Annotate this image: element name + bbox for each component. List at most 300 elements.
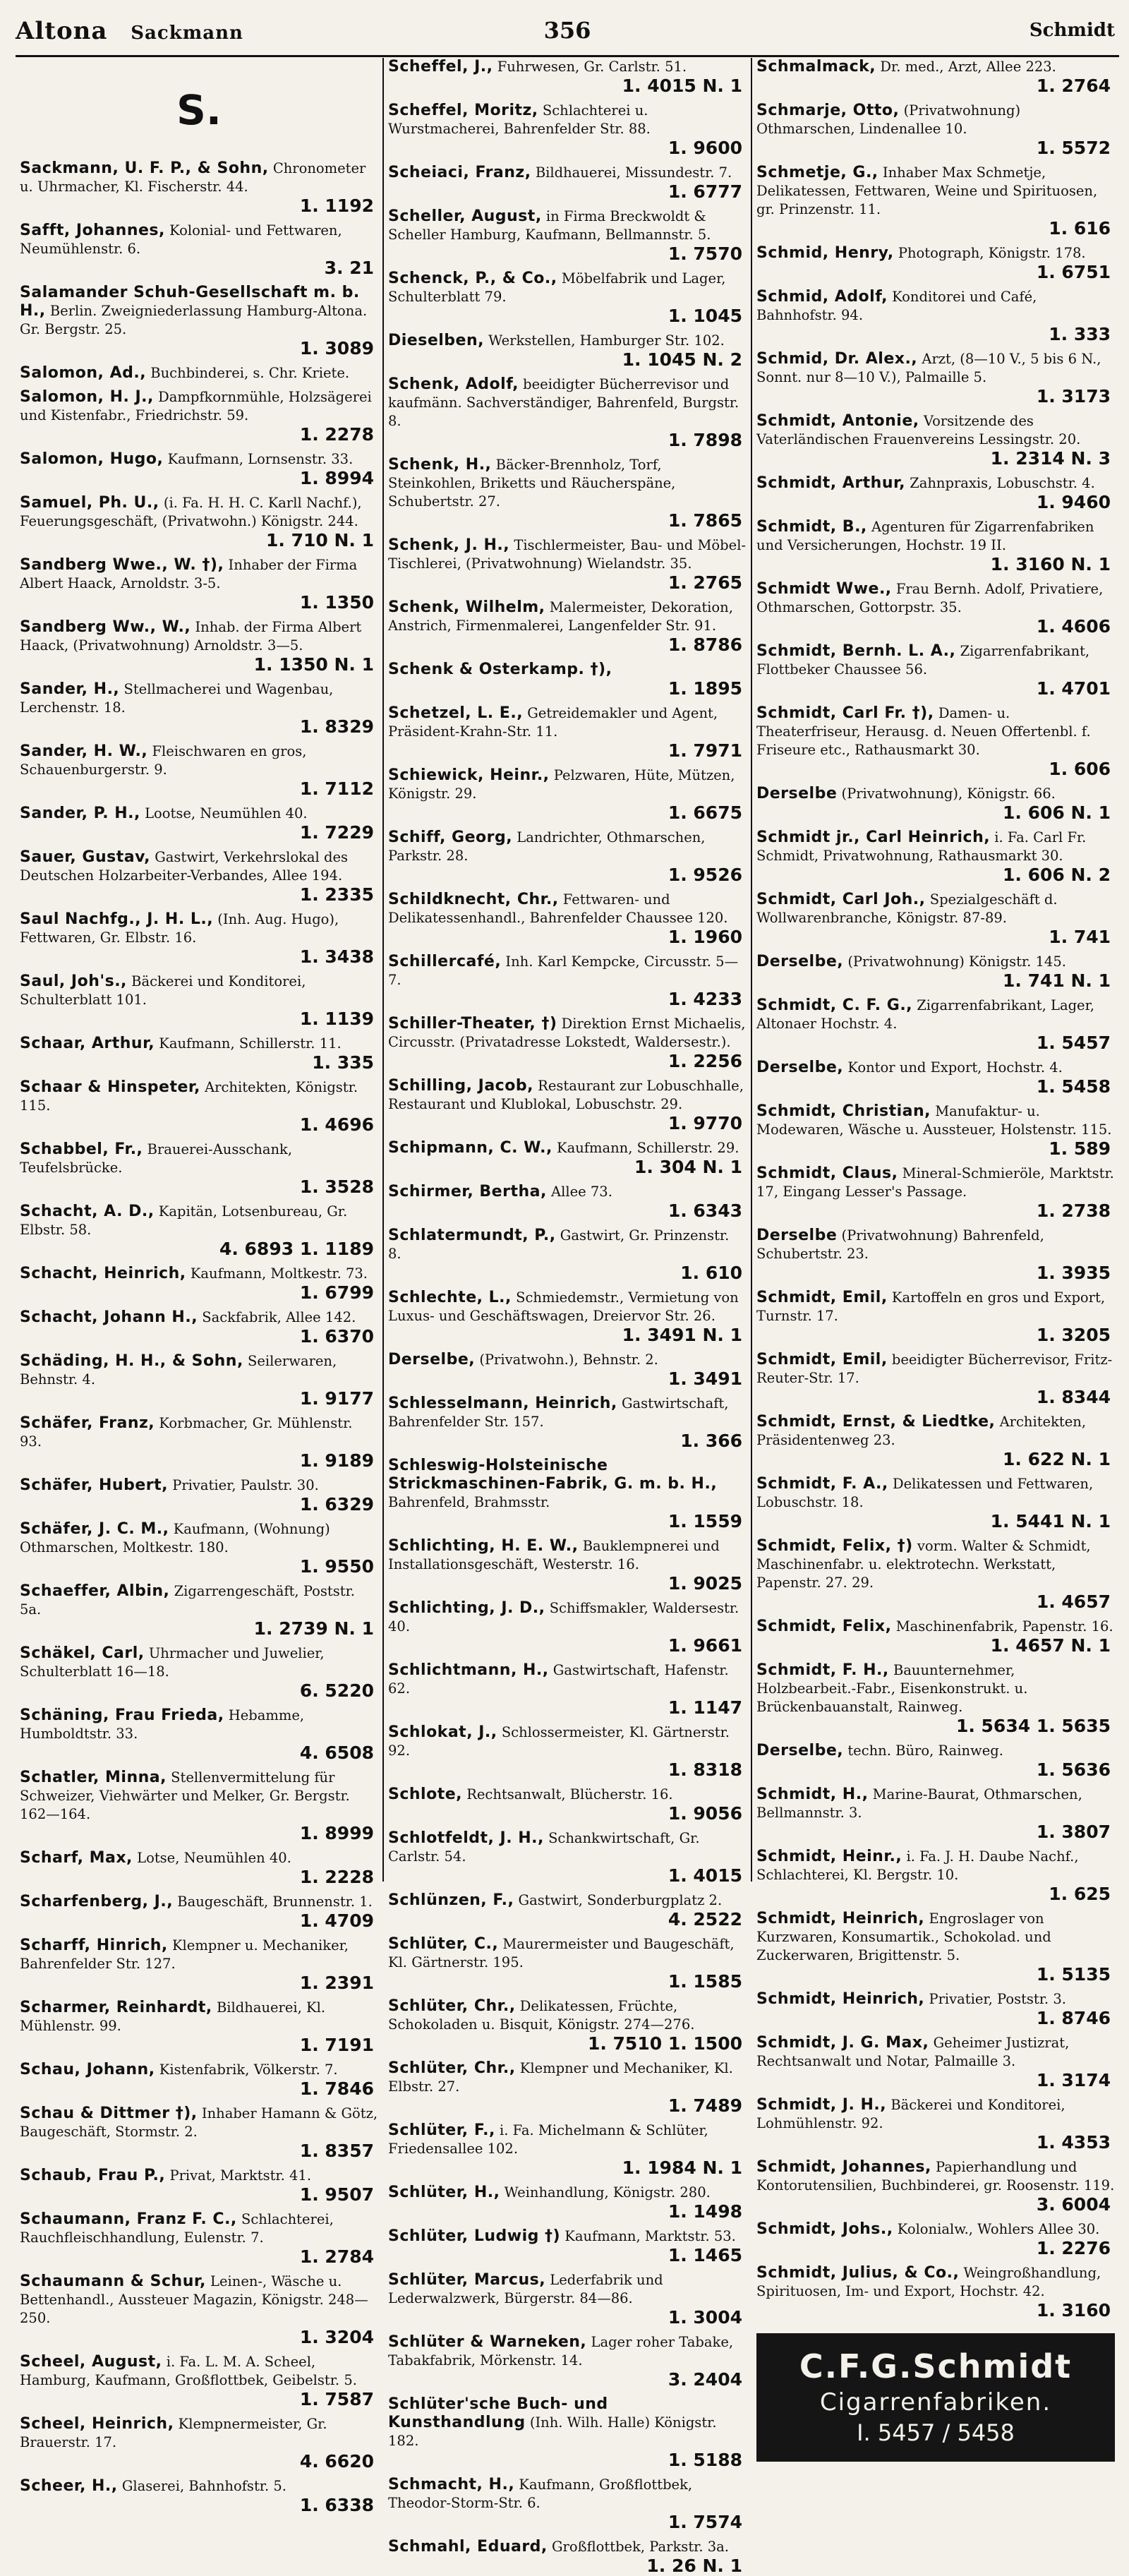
entry-phone: 1. 4606	[1036, 616, 1111, 637]
directory-entry	[20, 1140, 378, 1197]
directory-entry	[20, 450, 378, 488]
entry-name: Schenck, P., & Co.,	[388, 270, 557, 287]
directory-entry	[20, 680, 378, 737]
entry-details: techn. Büro, Rainweg.	[847, 1743, 1003, 1759]
entry-details: Weinhandlung, Königstr. 280.	[504, 2184, 711, 2201]
entry-name: Schillercafé,	[388, 953, 502, 970]
entry-name: Schaumann & Schur,	[20, 2273, 206, 2290]
entry-details: Papierhandlung und Kontorutensilien, Buchbinderei, gr. Roosenstr. 119.	[756, 2159, 1115, 2193]
entry-phone: 1. 7898	[668, 430, 742, 450]
entry-details: Bildhauerei, Missundestr. 7.	[535, 164, 732, 181]
entry-name: Schmarje, Otto,	[756, 102, 900, 119]
entry-details: Kolonial- und Fettwaren, Neumühlenstr. 6.	[20, 222, 342, 257]
entry-phone: 1. 3204	[299, 2327, 374, 2347]
entry-details: Klempner und Mechaniker, Kl. Elbstr. 27.	[388, 2060, 733, 2095]
entry-phone: 1. 8994	[299, 468, 374, 488]
entry-details: Bäcker-Brennholz, Torf, Steinkohlen, Briketts und Räucherspäne, Schubertstr. 27.	[388, 457, 676, 510]
entry-details: Lotse, Neumühlen 40.	[137, 1850, 291, 1866]
entry-phone: 1. 5188	[668, 2450, 742, 2470]
directory-entry	[20, 973, 378, 1029]
directory-entry	[20, 1308, 378, 1347]
entry-name: Saul Nachfg., J. H. L.,	[20, 910, 214, 928]
entry-phone: 1. 3160 N. 1	[990, 554, 1111, 574]
directory-entry	[756, 1786, 1115, 1842]
entry-name: Schau, Johann,	[20, 2061, 155, 2078]
entry-details: Schmiedemstr., Vermietung von Luxus- und Geschäftswagen, Dreiervor Str. 26.	[388, 1289, 739, 1324]
entry-name: Dieselben,	[388, 332, 484, 349]
entry-details: Leinen-, Wäsche u. Bettenhandl., Aussteuer Magazin, Königstr. 248—250.	[20, 2273, 368, 2326]
entry-phone: 1. 1984 N. 1	[622, 2157, 742, 2178]
directory-entry	[388, 2395, 747, 2470]
entry-name: Schau & Dittmer †),	[20, 2105, 198, 2122]
entry-details: Lootse, Neumühlen 40.	[145, 805, 308, 821]
entry-phone: 1. 7229	[299, 822, 374, 843]
entry-details: Klempnermeister, Gr. Brauerstr. 17.	[20, 2416, 327, 2450]
entry-phone: 1. 3935	[1036, 1263, 1111, 1283]
entry-phone: 4. 6893 1. 1189	[219, 1239, 374, 1259]
directory-entry	[388, 536, 747, 593]
directory-entry	[20, 805, 378, 843]
column-3	[751, 58, 1119, 2446]
directory-entry	[388, 102, 747, 158]
entry-phone: 1. 9770	[668, 1113, 742, 1133]
entry-phone: 1. 710 N. 1	[265, 530, 374, 550]
entry-name: Schmid, Dr. Alex.,	[756, 350, 918, 368]
entry-phone: 1. 1147	[668, 1697, 742, 1718]
directory-entry	[20, 910, 378, 967]
entry-details: Dr. med., Arzt, Allee 223.	[880, 59, 1056, 75]
entry-details: Inhaber der Firma Albert Haack, Arnoldstr. 3-5.	[20, 557, 358, 591]
entry-details: Restaurant zur Lobuschhalle, Restaurant und Klublokal, Lobuschstr. 29.	[388, 1078, 744, 1112]
directory-entry	[388, 1139, 747, 1177]
entry-details: Schlachterei u. Wurstmacherei, Bahrenfelder Str. 88.	[388, 102, 651, 137]
entry-details: Inh. Karl Kempcke, Circusstr. 5—7.	[388, 953, 739, 988]
entry-phone: 1. 7489	[668, 2095, 742, 2116]
entry-details: Schlossermeister, Kl. Gärtnerstr. 92.	[388, 1724, 730, 1759]
entry-name: Schipmann, C. W.,	[388, 1139, 553, 1157]
entry-name: Schlüter, Marcus,	[388, 2271, 546, 2289]
entry-phone: 1. 1350	[299, 592, 374, 613]
entry-phone: 1. 2314 N. 3	[990, 448, 1111, 469]
entry-name: Schlüter, F.,	[388, 2121, 495, 2139]
entry-name: Scheer, H.,	[20, 2477, 118, 2495]
entry-name: Schmidt, Johs.,	[756, 2220, 893, 2238]
entry-phone: 1. 2764	[1036, 76, 1111, 96]
directory-entry	[388, 456, 747, 531]
entry-phone: 1. 6777	[668, 181, 742, 202]
directory-entry	[756, 58, 1115, 96]
entry-phone: 1. 3807	[1036, 1822, 1111, 1842]
entry-details: (Inh. Wilh. Halle) Königstr. 182.	[388, 2414, 717, 2449]
entry-name: Schiff, Georg,	[388, 829, 513, 846]
ad-subtitle: Cigarrenfabriken.	[819, 2388, 1052, 2416]
entry-details: Zigarrenfabrikant, Lager, Altonaer Hochstr. 4.	[756, 997, 1094, 1032]
directory-entry	[388, 1661, 747, 1718]
ad-title: C.F.G.Schmidt	[799, 2347, 1073, 2385]
entry-name: Schacht, Heinrich,	[20, 1265, 186, 1282]
header-city: Altona	[16, 17, 108, 45]
directory-entry	[756, 2220, 1115, 2258]
entry-phone: 1. 616	[1049, 218, 1111, 239]
entry-name: Schmidt, Felix,	[756, 1618, 892, 1635]
entry-details: Kaufmann, Schillerstr. 11.	[159, 1035, 342, 1052]
entry-details: Architekten, Präsidentenweg 23.	[756, 1414, 1087, 1448]
entry-details: Vorsitzende des Vaterländischen Frauenvereins Lessingstr. 20.	[756, 413, 1081, 447]
entry-name: Sander, P. H.,	[20, 805, 140, 822]
entry-phone: 1. 7865	[668, 510, 742, 531]
directory-entry	[756, 1661, 1115, 1736]
entry-name: Derselbe,	[756, 1742, 844, 1759]
entry-details: Baugeschäft, Brunnenstr. 1.	[177, 1894, 373, 1910]
directory-entry	[388, 164, 747, 202]
entry-details: Kaufmann, Großflottbek, Theodor-Storm-Str. 6.	[388, 2476, 693, 2511]
directory-entry	[388, 1077, 747, 1133]
entry-phone: 1. 3089	[299, 338, 374, 359]
directory-entry	[20, 556, 378, 613]
entry-name: Schmidt, Felix, †)	[756, 1537, 913, 1555]
entry-name: Schmidt, Christian,	[756, 1102, 931, 1120]
entry-name: Schleswig-Holsteinische Strickmaschinen-Fabrik, G. m. b. H.,	[388, 1457, 718, 1493]
entry-name: Schmidt, F. H.,	[756, 1661, 889, 1679]
entry-details: Maurermeister und Baugeschäft, Kl. Gärtnerstr. 195.	[388, 1936, 735, 1970]
directory-entry	[388, 1829, 747, 1886]
entry-name: Schlüter'sche Buch- und Kunsthandlung	[388, 2395, 608, 2431]
entry-details: Kaufmann, Moltkestr. 73.	[190, 1265, 368, 1282]
entry-details: Schlachterei, Rauchfleischhandlung, Eulenstr. 7.	[20, 2211, 334, 2246]
directory-entry	[388, 2538, 747, 2576]
entry-phone: 1. 4701	[1036, 678, 1111, 699]
entry-phone: 1. 610	[680, 1263, 742, 1283]
entry-name: Schacht, A. D.,	[20, 1203, 155, 1220]
directory-entry	[20, 1352, 378, 1409]
directory-entry	[20, 1937, 378, 1993]
directory-entry	[756, 102, 1115, 158]
entry-details: Delikatessen und Fettwaren, Lobuschstr. 18.	[756, 1476, 1094, 1510]
directory-entry	[20, 1582, 378, 1639]
directory-entry	[388, 1723, 747, 1780]
entry-phone: 1. 6370	[299, 1326, 374, 1347]
entry-details: Frau Bernh. Adolf, Privatiere, Othmarschen, Gottorpstr. 35.	[756, 581, 1104, 615]
directory-entry	[20, 494, 378, 550]
entry-details: Direktion Ernst Michaelis, Circusstr. (Privatadresse Lokstedt, Waldersestr.).	[388, 1016, 746, 1050]
entry-phone: 1. 9600	[668, 138, 742, 158]
directory-entry	[756, 2264, 1115, 2321]
entry-phone: 1. 8318	[668, 1759, 742, 1780]
directory-entry	[20, 1707, 378, 1763]
directory-entry	[388, 1289, 747, 1345]
directory-entry	[388, 2271, 747, 2328]
entry-phone: 3. 2404	[668, 2369, 742, 2390]
directory-entry	[20, 2105, 378, 2161]
entry-details: Architekten, Königstr. 115.	[20, 1079, 358, 1114]
entry-details: Kapitän, Lotsenbureau, Gr. Elbstr. 58.	[20, 1203, 348, 1238]
entry-phone: 1. 4233	[668, 989, 742, 1009]
column-1	[16, 58, 382, 2515]
directory-entry	[756, 1475, 1115, 1531]
entry-phone: 1. 6338	[299, 2495, 374, 2515]
entry-name: Schmidt, Antonie,	[756, 412, 919, 430]
entry-name: Schlüter, H.,	[388, 2184, 500, 2201]
entry-phone: 1. 2228	[299, 1867, 374, 1887]
entry-name: Schiller-Theater, †)	[388, 1015, 557, 1033]
entry-details: Dampfkornmühle, Holzsägerei und Kistenfabr., Friedrichstr. 59.	[20, 389, 372, 423]
entry-phone: 1. 4657	[1036, 1591, 1111, 1612]
entry-phone: 1. 8999	[299, 1823, 374, 1843]
directory-entry	[756, 350, 1115, 407]
entry-details: Inhab. der Firma Albert Haack, (Privatwohnung) Arnoldstr. 3—5.	[20, 619, 362, 654]
entry-details: Bäckerei und Konditorei, Schulterblatt 101.	[20, 973, 306, 1008]
entry-phone: 1. 7112	[299, 778, 374, 799]
directory-entry	[756, 580, 1115, 637]
entry-name: Scheel, August,	[20, 2353, 162, 2371]
directory-entry	[388, 1537, 747, 1594]
entry-details: Getreidemakler und Agent, Präsident-Krahn-Str. 11.	[388, 705, 718, 740]
entry-details: i. Fa. Carl Fr. Schmidt, Privatwohnung, Rathausmarkt 30.	[756, 829, 1087, 864]
entry-phone: 1. 2335	[299, 884, 374, 905]
entry-name: Schmidt, J. G. Max,	[756, 2034, 929, 2052]
entry-name: Schirmer, Bertha,	[388, 1183, 547, 1200]
entry-name: Saul, Joh's.,	[20, 973, 127, 990]
directory-entry	[20, 1078, 378, 1135]
entry-details: Delikatessen, Früchte, Schokoladen u. Bisquit, Königstr. 274—276.	[388, 1998, 695, 2033]
directory-entry	[756, 1910, 1115, 1985]
entry-name: Schäding, H. H., & Sohn,	[20, 1352, 243, 1370]
entry-phone: 1. 625	[1049, 1884, 1111, 1904]
entry-phone: 1. 4709	[299, 1910, 374, 1931]
directory-entry	[20, 388, 378, 445]
entry-phone: 1. 622 N. 1	[1002, 1449, 1111, 1469]
entry-details: (Privatwohnung) Bahrenfeld, Schubertstr. 23.	[756, 1227, 1044, 1262]
entry-name: Derselbe,	[756, 953, 844, 970]
entry-details: Inhaber Hamann & Götz, Baugeschäft, Stormstr. 2.	[20, 2105, 378, 2140]
directory-entry	[756, 1990, 1115, 2028]
directory-entry	[388, 58, 747, 96]
entry-phone: 1. 9460	[1036, 492, 1111, 512]
entry-details: Fettwaren- und Delikatessenhandl., Bahrenfelder Chaussee 120.	[388, 891, 728, 926]
entry-phone: 1. 9550	[299, 1556, 374, 1577]
entry-phone: 1. 5572	[1036, 138, 1111, 158]
directory-entry	[756, 1848, 1115, 1904]
entry-name: Schlüter, C.,	[388, 1935, 499, 1953]
entry-name: Scharf, Max,	[20, 1849, 133, 1867]
entry-phone: 1. 606 N. 2	[1002, 865, 1111, 885]
entry-phone: 1. 3491 N. 1	[622, 1325, 742, 1345]
entry-name: Schmidt, Heinrich,	[756, 1990, 925, 2008]
directory-entry	[756, 704, 1115, 779]
directory-entry	[756, 1102, 1115, 1159]
entry-phone: 1. 5458	[1036, 1076, 1111, 1097]
entry-phone: 1. 1465	[668, 2245, 742, 2265]
entry-name: Schaar & Hinspeter,	[20, 1078, 200, 1096]
directory-entry	[20, 848, 378, 905]
entry-phone: 1. 3528	[299, 1176, 374, 1197]
entry-name: Schmalmack,	[756, 58, 876, 76]
entry-details: Berlin. Zweigniederlassung Hamburg-Altona. Gr. Bergstr. 25.	[20, 303, 368, 337]
entry-phone: 1. 304 N. 1	[634, 1157, 742, 1177]
entry-phone: 1. 3438	[299, 946, 374, 967]
entry-name: Schmidt, Carl Fr. †),	[756, 704, 934, 722]
entry-phone: 1. 7191	[299, 2035, 374, 2055]
directory-entry	[756, 829, 1115, 885]
directory-entry	[20, 1414, 378, 1471]
entry-name: Schlüter, Ludwig †)	[388, 2227, 561, 2245]
entry-phone: 1. 6343	[668, 1200, 742, 1221]
entry-name: Schmidt, Arthur,	[756, 474, 905, 492]
entry-name: Schenk, Adolf,	[388, 375, 519, 393]
entry-details: Tischlermeister, Bau- und Möbel-Tischlerei, (Privatwohnung) Wielandstr. 35.	[388, 537, 747, 572]
entry-name: Scheffel, Moritz,	[388, 102, 538, 119]
entry-name: Schaub, Frau P.,	[20, 2167, 166, 2184]
entry-phone: 3. 6004	[1036, 2194, 1111, 2215]
entry-phone: 1. 1045	[668, 306, 742, 326]
entry-name: Schenk, Wilhelm,	[388, 598, 545, 616]
entry-phone: 1. 1895	[668, 678, 742, 699]
ad-phone: I. 5457 / 5458	[857, 2419, 1015, 2446]
entry-details: Rechtsanwalt, Blücherstr. 16.	[466, 1786, 673, 1802]
entry-phone: 1. 4657 N. 1	[990, 1635, 1111, 1656]
directory-entry	[20, 2353, 378, 2409]
directory-entry	[20, 2273, 378, 2347]
entry-name: Schenk & Osterkamp. †),	[388, 661, 612, 678]
entry-name: Schäfer, J. C. M.,	[20, 1520, 169, 1538]
entry-details: Schiffsmakler, Waldersestr. 40.	[388, 1600, 739, 1635]
entry-phone: 1. 9189	[299, 1450, 374, 1471]
directory-entry	[388, 1395, 747, 1451]
entry-phone: 1. 7510 1. 1500	[587, 2033, 742, 2054]
directory-entry	[388, 1457, 747, 1531]
entry-details: (Privatwohnung) Othmarschen, Lindenallee 10.	[756, 102, 1021, 137]
entry-name: Schmahl, Eduard,	[388, 2538, 548, 2556]
directory-entry	[388, 1935, 747, 1992]
directory-entry	[20, 2210, 378, 2267]
columns	[16, 58, 1119, 2576]
directory-entry	[20, 742, 378, 799]
directory-entry	[20, 222, 378, 278]
entry-details: Korbmacher, Gr. Mühlenstr. 93.	[20, 1415, 353, 1450]
entry-phone: 1. 3174	[1036, 2070, 1111, 2090]
entry-details: Chronometer u. Uhrmacher, Kl. Fischerstr. 44.	[20, 160, 366, 195]
entry-name: Salomon, Hugo,	[20, 450, 164, 468]
entry-details: Sackfabrik, Allee 142.	[202, 1309, 356, 1325]
entry-name: Schlechte, L.,	[388, 1289, 512, 1306]
entry-phone: 4. 6508	[299, 1743, 374, 1763]
entry-phone: 1. 6675	[668, 802, 742, 823]
entry-details: Hebamme, Humboldtstr. 33.	[20, 1707, 305, 1742]
entry-phone: 1. 8786	[668, 634, 742, 655]
entry-phone: 1. 4696	[299, 1114, 374, 1135]
entry-details: Zigarrengeschäft, Poststr. 5a.	[20, 1583, 355, 1618]
directory-entry	[756, 1351, 1115, 1407]
directory-entry	[20, 1476, 378, 1515]
entry-name: Scharfenberg, J.,	[20, 1893, 174, 1910]
entry-name: Schmidt, Emil,	[756, 1289, 888, 1306]
entry-name: Schlokat, J.,	[388, 1723, 497, 1741]
entry-phone: 1. 8329	[299, 716, 374, 737]
entry-phone: 1. 606	[1049, 759, 1111, 779]
entry-name: Schenk, H.,	[388, 456, 492, 474]
advertisement	[756, 2333, 1115, 2462]
entry-name: Schatler, Minna,	[20, 1769, 167, 1786]
entry-name: Schmid, Adolf,	[756, 288, 888, 306]
directory-entry	[388, 1015, 747, 1071]
directory-entry	[388, 891, 747, 947]
entry-details: Buchbinderei, s. Chr. Kriete.	[150, 365, 350, 381]
directory-entry	[388, 207, 747, 264]
entry-details: Kolonialw., Wohlers Allee 30.	[897, 2221, 1100, 2237]
entry-phone: 1. 1559	[668, 1511, 742, 1531]
entry-name: Schmidt, Carl Joh.,	[756, 891, 926, 908]
entry-name: Sackmann, U. F. P., & Sohn,	[20, 160, 269, 177]
entry-details: Brauerei-Ausschank, Teufelsbrücke.	[20, 1141, 293, 1176]
entry-details: Kistenfabrik, Völkerstr. 7.	[159, 2062, 338, 2078]
entry-name: Sandberg Ww., W.,	[20, 618, 191, 636]
directory-entry	[756, 518, 1115, 574]
entry-name: Schilling, Jacob,	[388, 1077, 533, 1095]
directory-entry	[20, 1265, 378, 1303]
entry-phone: 1. 3004	[668, 2307, 742, 2328]
entry-name: Schaumann, Franz F. C.,	[20, 2210, 237, 2228]
entry-name: Schmidt, Heinrich,	[756, 1910, 925, 1927]
entry-name: Schaeffer, Albin,	[20, 1582, 170, 1600]
entry-name: Schenk, J. H.,	[388, 536, 510, 554]
directory-entry	[756, 1289, 1115, 1345]
entry-phone: 1. 1139	[299, 1009, 374, 1029]
directory-entry	[388, 2184, 747, 2222]
directory-entry	[388, 1786, 747, 1824]
directory-entry	[20, 1203, 378, 1259]
directory-entry	[388, 2476, 747, 2532]
entry-details: beeidigter Bücherrevisor und kaufmänn. Sachverständiger, Bahrenfeld, Burgstr. 8.	[388, 376, 739, 429]
entry-name: Schmid, Henry,	[756, 244, 894, 262]
entry-details: Kontor und Export, Hochstr. 4.	[847, 1059, 1063, 1076]
entry-name: Scharmer, Reinhardt,	[20, 1999, 212, 2016]
directory-entry	[20, 284, 378, 359]
entry-name: Schlüter & Warneken,	[388, 2333, 587, 2351]
entry-phone: 1. 1192	[299, 195, 374, 216]
directory-entry	[20, 1644, 378, 1701]
entry-phone: 1. 741 N. 1	[1002, 970, 1111, 991]
directory-entry	[20, 364, 378, 383]
entry-phone: 1. 5441 N. 1	[990, 1511, 1111, 1531]
entry-name: Schaar, Arthur,	[20, 1035, 155, 1052]
directory-entry	[388, 1183, 747, 1221]
entry-details: Geheimer Justizrat, Rechtsanwalt und Notar, Palmaille 3.	[756, 2035, 1070, 2069]
entry-name: Schmidt, Julius, & Co.,	[756, 2264, 960, 2282]
entry-phone: 1. 5457	[1036, 1033, 1111, 1053]
directory-entry	[20, 160, 378, 216]
entry-phone: 1. 606 N. 1	[1002, 802, 1111, 823]
entry-details: Pelzwaren, Hüte, Mützen, Königstr. 29.	[388, 767, 735, 802]
entry-details: i. Fa. L. M. A. Scheel, Hamburg, Kaufmann, Großflottbek, Geibelstr. 5.	[20, 2354, 357, 2388]
entry-details: Malermeister, Dekoration, Anstrich, Firmenmalerei, Langenfelder Str. 91.	[388, 599, 733, 634]
directory-entry	[388, 2333, 747, 2390]
entry-details: Inhaber Max Schmetje, Delikatessen, Fettwaren, Weine und Spirituosen, gr. Prinzenstr. 11.	[756, 164, 1098, 217]
entry-phone: 1. 3173	[1036, 386, 1111, 407]
entry-details: (Inh. Aug. Hugo), Fettwaren, Gr. Elbstr. 16.	[20, 911, 339, 946]
entry-name: Derselbe	[756, 1227, 838, 1244]
directory-entry	[388, 2121, 747, 2178]
page-number: 356	[543, 17, 591, 44]
entry-phone: 1. 2738	[1036, 1200, 1111, 1221]
entry-name: Scheffel, J.,	[388, 58, 493, 76]
page-header	[16, 13, 1119, 57]
entry-details: Kartoffeln en gros und Export, Turnstr. 17.	[756, 1289, 1106, 1324]
entry-phone: 1. 3491	[668, 1368, 742, 1389]
directory-entry	[756, 642, 1115, 699]
directory-entry	[388, 661, 747, 699]
entry-name: Schlichting, J. D.,	[388, 1599, 545, 1617]
directory-entry	[388, 1227, 747, 1283]
